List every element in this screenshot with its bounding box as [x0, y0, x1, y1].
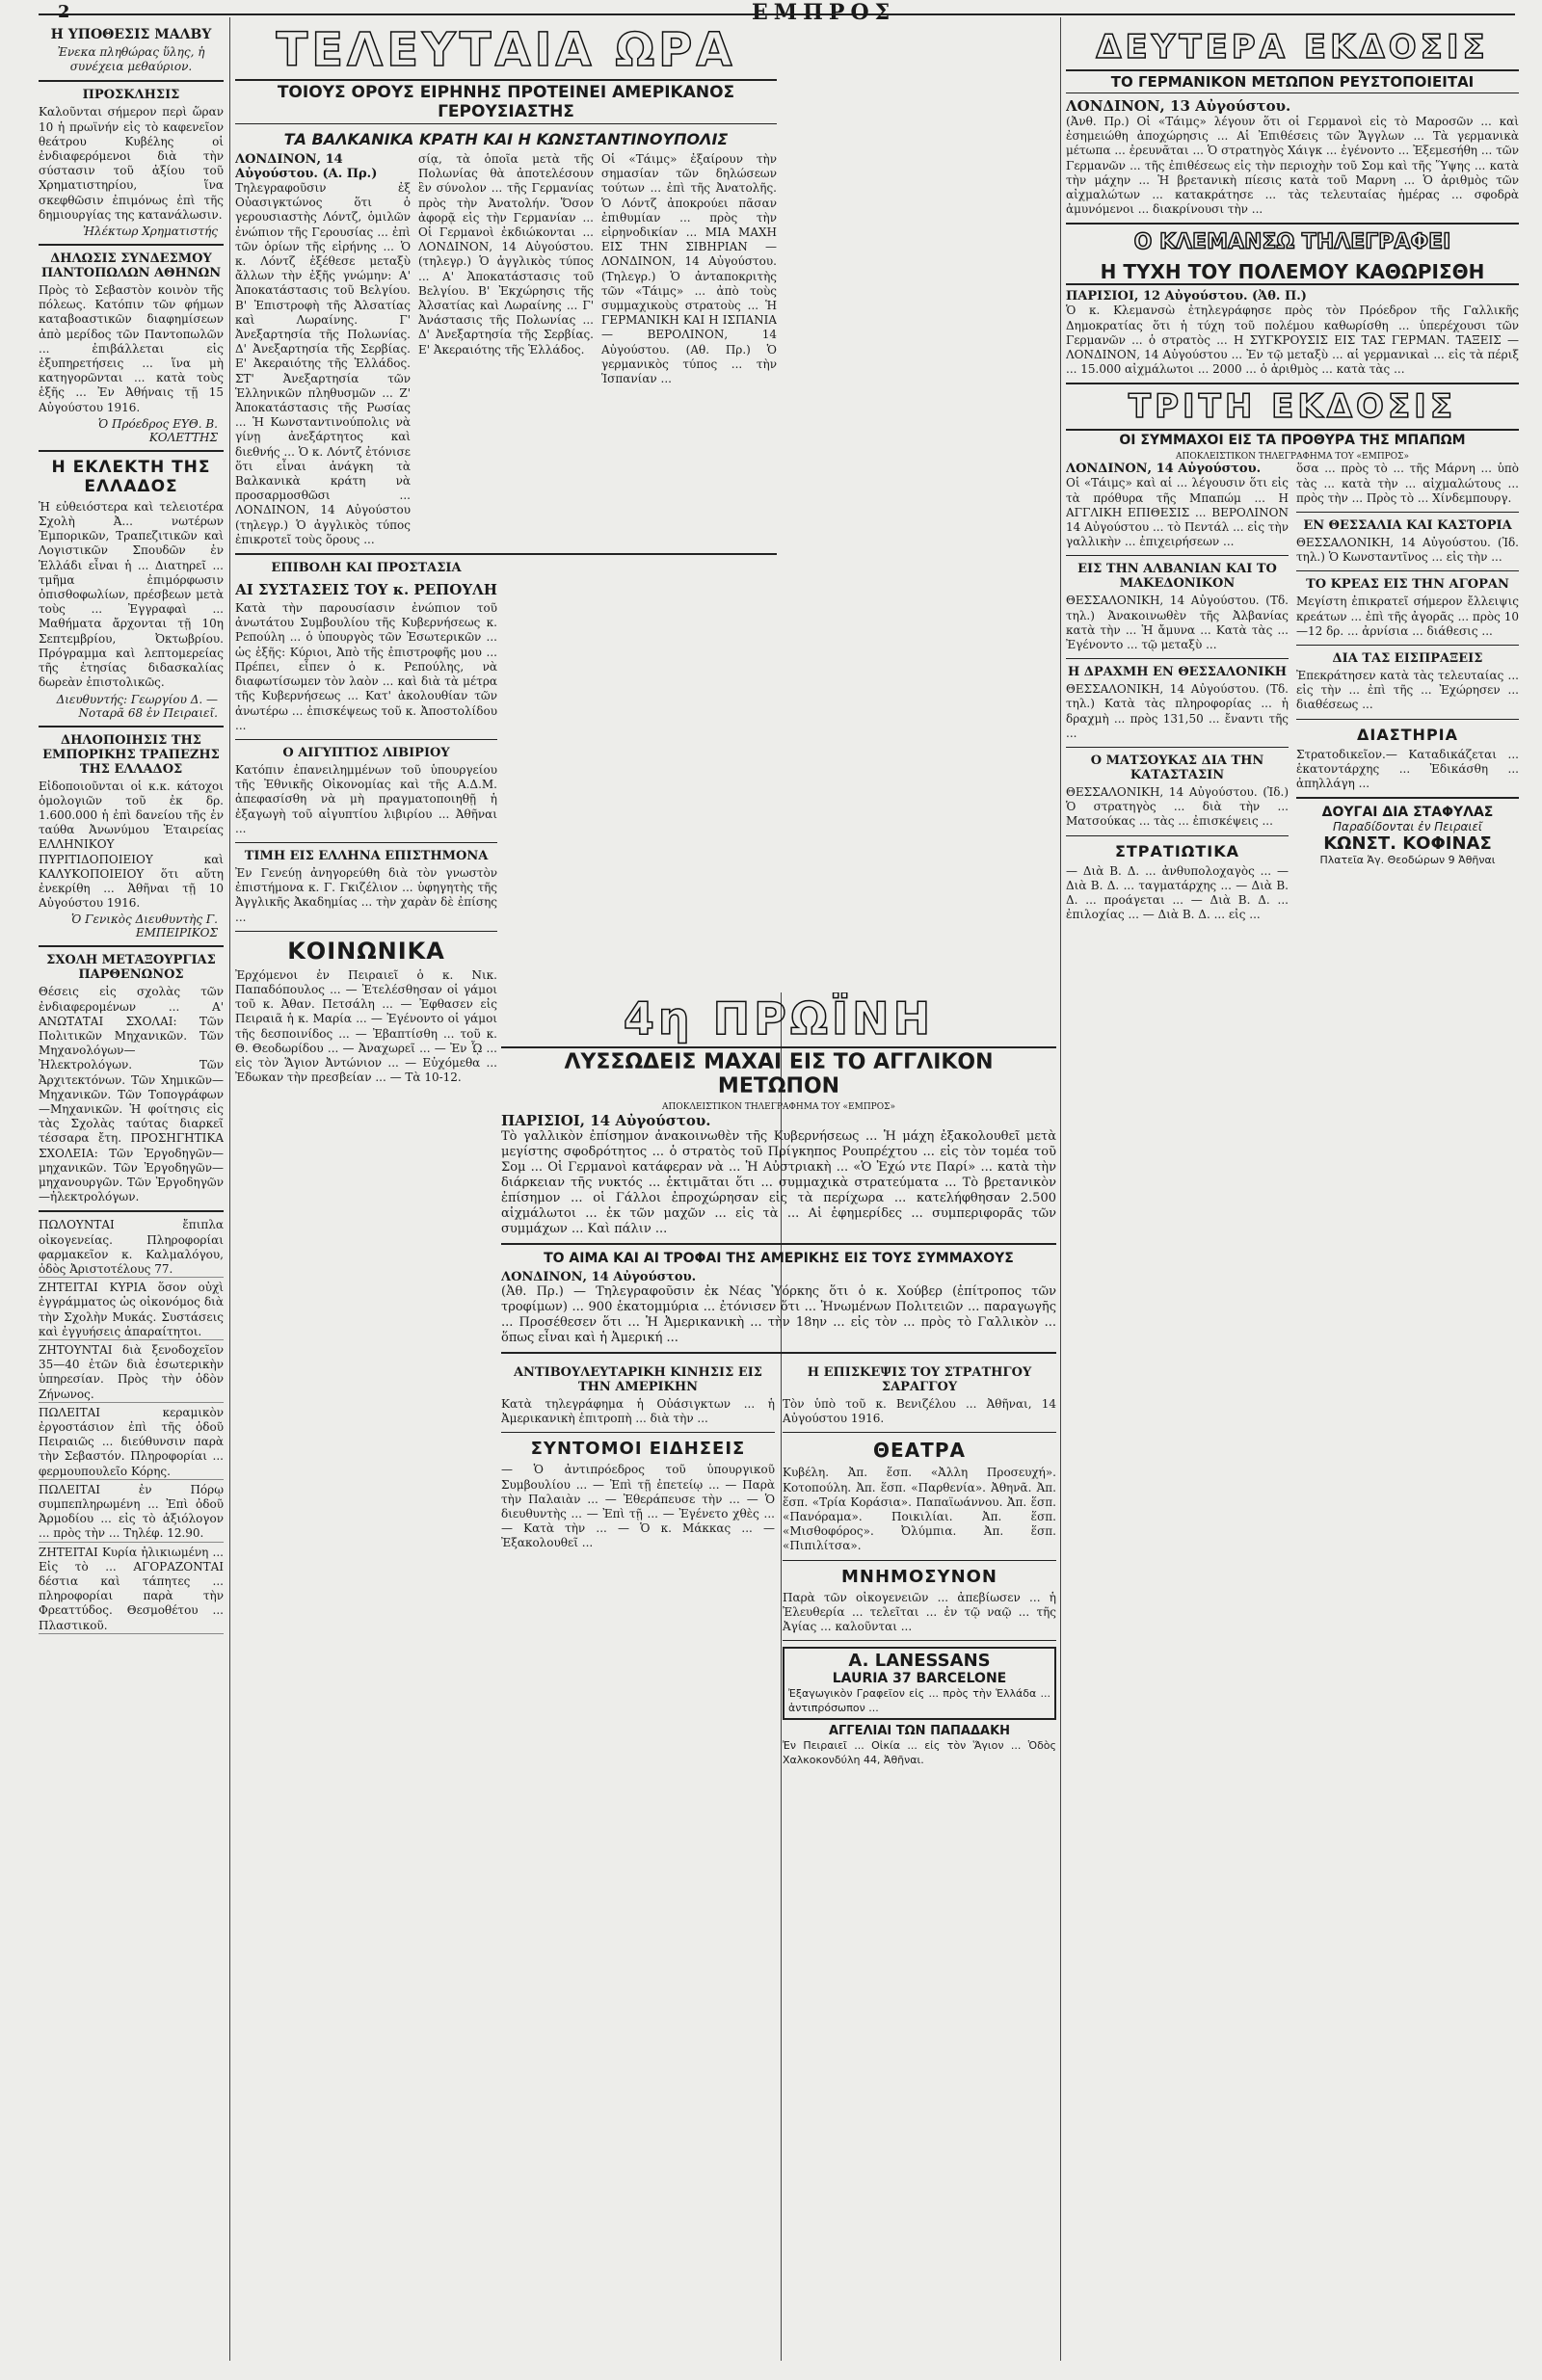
dateline: ΛΟΝΔΙΝΟΝ, 14 Αὐγούστου. [501, 1270, 697, 1284]
signature: Ὁ Πρόεδρος ΕΥΘ. Β. ΚΟΛΕΤΤΗΣ [97, 416, 218, 444]
divider [1066, 223, 1519, 225]
article-body: Κατὰ τηλεγράφημα ἡ Οὐάσιγκτων ... ἡ Ἀμερικανικὴ ἐπιτροπὴ ... διὰ τὴν ... [501, 1397, 775, 1426]
divider [235, 842, 497, 843]
article-body: ΘΕΣΣΑΛΟΝΙΚΗ, 14 Αὐγούστου. (Ἰδ. τηλ.) Ὁ Κωνσταντῖνος ... εἰς τὴν ... [1296, 536, 1519, 565]
military-news-title: ΣΤΡΑΤΙΩΤΙΚΑ [1114, 841, 1240, 860]
dateline: ΠΑΡΙΣΙΟΙ, 12 Αὐγούστου. (Ἀθ. Π.) [1066, 289, 1307, 304]
classified-ad: ΖΗΤΟΥΝΤΑΙ διὰ ξενοδοχεῖον 35—40 ἐτῶν διὰ ἐσωτερικὴν ὑπηρεσίαν. Πρὸς τὴν ὁδὸν Ζήνωνος. [39, 1343, 224, 1403]
article-body: ΘΕΣΣΑΛΟΝΙΚΗ, 14 Αὐγούστου. (Τδ. τηλ.) Ἀνακοινωθὲν τῆς Ἀλβανίας κατὰ τὴν ... Ἡ ἄμυνα ... Κατὰ τὰς ... Ἐγένοντο ... τῷ μεταξὺ ... [1066, 594, 1289, 652]
article-body: Θέσεις εἰς σχολὰς τῶν ἐνδιαφερομένων ... Α' ΑΝΩΤΑΤΑΙ ΣΧΟΛΑΙ: Τῶν Πολιτικῶν Μηχανικῶν. Τῶν Μηχανολόγων—Ἠλεκτρολόγων. Τῶν Ἀρχιτεκτόνων. Τῶν Χημικῶν—Μηχανικῶν. Τῶν Τοπογράφων—Μηχανικῶν. Ἡ φοίτησις εἰς τὰς Σχολὰς ταύτας διαρκεῖ τέσσαρα ἔτη. ΠΡΟΣΗΓΗΤΙΚΑ ΣΧΟΛΕΙΑ: Τῶν Ἐργοδηγῶν—μηχανικῶν. Τῶν Ἐργοδηγῶν—μηχανουργῶν. Τῶν Ἐργοδηγῶν—ἠλεκτρολόγων. [39, 985, 224, 1204]
papadakis-ad [783, 1724, 1056, 1767]
dateline: ΠΑΡΙΣΙΟΙ, 14 Αὐγούστου. [501, 1112, 711, 1129]
divider [783, 1432, 1056, 1433]
article-body: Μεγίστη ἐπικρατεῖ σήμερον ἔλλειψις κρεάτων ... ἐπὶ τῆς ἀγορᾶς ... πρὸς 10—12 δρ. ... ἀρνίσια ... διάθεσις ... [1296, 595, 1519, 638]
article-body: Ὁ κ. Κλεμανσὼ ἐτηλεγράφησε πρὸς τὸν Πρόεδρον τῆς Γαλλικῆς Δημοκρατίας ὅτι ἡ τύχη τοῦ πολέμου καθωρίσθη ... ὑπερέχουσι τῶν Γερμανῶν ... ὁ στρατὸς ... Η ΣΥΓΚΡΟΥΣΙΣ ΕΙΣ ΤΑΣ ΓΕΡΜΑΝ. ΤΑΞΕΙΣ — ΛΟΝΔΙΝΟΝ, 14 Αὐγούστου ... Ἐν τῷ μεταξὺ ... αἱ γερμανικαὶ ... εἰς τὰ πέριξ ... 15.000 αἰχμάλωτοι ... 2000 ... ὁ ἀριθμὸς ... κατὰ τὰς ... [1066, 304, 1519, 377]
exclusive-telegram-label: ΑΠΟΚΛΕΙΣΤΙΚΟΝ ΤΗΛΕΓΡΑΦΗΜΑ ΤΟΥ «ΕΜΠΡΟΣ» [662, 1102, 895, 1112]
section-heading: Ο ΜΑΤΣΟΥΚΑΣ ΔΙΑ ΤΗΝ ΚΑΤΑΣΤΑΣΙΝ [1090, 754, 1264, 783]
section-heading: ΕΠΙΒΟΛΗ ΚΑΙ ΠΡΟΣΤΑΣΙΑ [271, 561, 462, 576]
courts-title: ΔΙΑΣΤΗΡΙΑ [1356, 725, 1458, 744]
headline-bapaume: ΟΙ ΣΥΜΜΑΧΟΙ ΕΙΣ ΤΑ ΠΡΟΘΥΡΑ ΤΗΣ ΜΠΑΠΩΜ [1066, 429, 1519, 448]
school-ad-title: Η ΕΚΛΕΚΤΗ ΤΗΣ ΕΛΛΑΔΟΣ [51, 457, 211, 496]
section-heading: ΔΗΛΟΠΟΙΗΣΙΣ ΤΗΣ ΕΜΠΟΡΙΚΗΣ ΤΡΑΠΕΖΗΣ ΤΗΣ ΕΛΛΑΔΟΣ [42, 732, 220, 777]
divider [39, 244, 224, 246]
classified-ad: ΠΩΛΕΙΤΑΙ κεραμικὸν ἐργοστάσιον ἐπὶ τῆς ὁδοῦ Πειραιῶς ... διεύθυνσιν παρὰ τὴν Σεβαστόν. Πληροφορίαι ... φερμουπουλεῖο Κόρης. [39, 1406, 224, 1480]
classified-ad: ΠΩΛΟΥΝΤΑΙ ἔπιπλα οἰκογενείας. Πληροφορίαι φαρμακεῖον κ. Καλμαλόγου, ὁδὸς Ἀριστοτέλους 77. [39, 1218, 224, 1278]
divider [1296, 570, 1519, 571]
divider [1296, 797, 1519, 799]
classified-ad: ΖΗΤΕΙΤΑΙ ΚΥΡΙΑ ὅσον οὐχὶ ἐγγράμματος ὡς οἰκονόμος διὰ τὴν Σχολὴν Μυκάς. Συστάσεις καὶ ἐγγυήσεις ἀπαραίτητοι. [39, 1281, 224, 1340]
headline-peace-terms: ΤΟΙΟΥΣ ΟΡΟΥΣ ΕΙΡΗΝΗΣ ΠΡΟΤΕΙΝΕΙ ΑΜΕΡΙΚΑΝΟΣ ΓΕΡΟΥΣΙΑΣΤΗΣ [235, 79, 777, 124]
article-note: Ἐνεκα πληθώρας ὕλης, ἡ συνέχεια μεθαύριον. [57, 45, 205, 74]
section-heading: Η ΕΠΙΣΚΕΨΙΣ ΤΟΥ ΣΤΡΑΤΗΓΟΥ ΣΑΡΑΓΓΟΥ [807, 1365, 1032, 1394]
article-body: Οἱ «Τάιμς» καὶ αἱ ... λέγουσιν ὅτι εἰς τὰ πρόθυρα τῆς Μπαπώμ ... Η ΑΓΓΛΙΚΗ ΕΠΙΘΕΣΙΣ ... ΒΕΡΟΛΙΝΟΝ 14 Αὐγούστου ... τὸ Πεντάλ ... εἰς τὴν γαλλικὴν ... ἐπιχειρήσεων ... [1066, 476, 1289, 549]
article-body: Τὸ γαλλικὸν ἐπίσημον ἀνακοινωθὲν τῆς Κυβερνήσεως ... Ἡ μάχη ἐξακολουθεῖ μετὰ μεγίστης σφοδρότητος ... ὁ στρατὸς τοῦ Πρίγκηπος Ρουπρέχτου ... εἰς τὸν τομέα τοῦ Σομ ... Οἱ Γερμανοὶ κατάφεραν νὰ ... Ἡ Αὐστριακὴ ... «Ὁ Ἐχώ ντε Παρί» ... κατὰ τὴν διάρκειαν τῆς νυκτός ... ἐκτιμᾶται ὅτι ... συμμαχικὰ στρατεύματα ... Τὸ βρετανικὸν ἐπίσημον ... οἱ Γάλλοι ἐπροχώρησαν εἰς τὰ περίχωρα ... κατελήφθησαν 2.500 αἰχμάλωτοι ... ἐκ τῶν μαχῶν ... εἰς τὰ ... Αἱ ἐφημερίδες ... συμπεριφορᾶς τῶν συμμάχων ... Καὶ πάλιν ... [501, 1129, 1056, 1236]
section-heading: ΕΙΣ ΤΗΝ ΑΛΒΑΝΙΑΝ ΚΑΙ ΤΟ ΜΑΚΕΔΟΝΙΚΟΝ [1077, 562, 1277, 592]
ad-title: ΑΓΓΕΛΙΑΙ ΤΩΝ ΠΑΠΑΔΑΚΗ [828, 1723, 1011, 1738]
section-heading: ΔΙΑ ΤΑΣ ΕΙΣΠΡΑΞΕΙΣ [1332, 651, 1483, 667]
column-right [1066, 17, 1519, 2361]
divider [235, 739, 497, 740]
article-title: Η ΥΠΟΘΕΣΙΣ ΜΑΛΒΥ [50, 27, 212, 42]
ad-body: Ἐν Πειραιεῖ ... Οἰκία ... εἰς τὸν Ἅγιον ... Ὁδὸς Χαλκοκονδύλη 44, Ἀθῆναι. [783, 1738, 1056, 1766]
ad-title: ΔΟΥΓΑΙ ΔΙΑ ΣΤΑΦΥΛΑΣ [1321, 805, 1494, 821]
section-heading: ΠΡΟΣΚΛΗΣΙΣ [82, 88, 180, 103]
second-edition-title: ΔΕΥΤΕΡΑ ΕΚΔΟΣΙΣ [1096, 28, 1489, 66]
divider [1296, 512, 1519, 513]
divider [1066, 658, 1289, 659]
divider [235, 553, 777, 555]
classified-ads [39, 1218, 224, 1633]
article-body: Ἐρχόμενοι ἐν Πειραιεῖ ὁ κ. Νικ. Παπαδόπουλος ... — Ἐτελέσθησαν οἱ γάμοι τοῦ κ. Ἀθαν. Πετσάλη ... — Ἐφθασεν εἰς Πειραιᾶ ἡ κ. Μαρία ... — Ἐγένοντο οἱ γάμοι τῆς δεσποινίδος ... — Ἐβαπτίσθη ... τοῦ κ. Θ. Θεοδωρίδου ... — Ἀναχωρεῖ ... — Ἐν ᾯ ... εἰς τὸν Ἅγιον Ἀντώνιον ... — Εὐχόμεθα ... Ἐδωκαν τὴν πρεσβείαν ... — Τὰ 10-12. [235, 967, 497, 1085]
lanessans-ad [783, 1647, 1056, 1719]
section-heading: ΣΥΝΤΟΜΟΙ ΕΙΔΗΣΕΙΣ [530, 1439, 746, 1460]
divider [39, 80, 224, 82]
section-heading: Ο ΑΙΓΥΠΤΙΟΣ ΛΙΒΙΡΙΟΥ [282, 745, 450, 760]
masthead: ΕΜΠΡΟΣ [752, 0, 896, 25]
article-columns [235, 152, 777, 547]
headline-american-aid: ΤΟ ΑΙΜΑ ΚΑΙ ΑΙ ΤΡΟΦΑΙ ΤΗΣ ΑΜΕΡΙΚΗΣ ΕΙΣ ΤΟΥΣ ΣΥΜΜΑΧΟΥΣ [544, 1251, 1014, 1266]
ad-name: ΚΩΝΣΤ. ΚΟΦΙΝΑΣ [1323, 833, 1492, 855]
headline-english-front: ΛΥΣΣΩΔΕΙΣ ΜΑΧΑΙ ΕΙΣ ΤΟ ΑΓΓΛΙΚΟΝ ΜΕΤΩΠΟΝ [501, 1046, 1056, 1098]
article-body: (Ἀνθ. Πρ.) Οἱ «Τάιμς» λέγουν ὅτι οἱ Γερμανοὶ εἰς τὸ Μαροσῶν ... καὶ ἐσημειώθη ἀποχώρησις ... Αἱ Ἐπιθέσεις τῶν Ἄγγλων ... Τὰ γερμανικὰ μέτωπα ... ἐρευνᾶται ... Ὁ στρατηγὸς Χάιγκ ... ἐγένοντο ... Ἐξεμεσήθη ... τῶν Γερμανῶν ... τῆς ἐπιθέσεως εἰς τὴν περιοχὴν τοῦ Σομ καὶ τῆς Ὕψης ... κατὰ τὴν μάχην ... Ἡ βρετανικὴ πίεσις κατὰ τοῦ Μαρνη ... Ὁ ἀριθμὸς τῶν αἰχμαλώτων ... κατακράτησε ... τὰς τελευταίας ἡμέρας ... σφοδρὰ ἀμυνόμενοι ... διακρίνουσι τὴν ... [1066, 115, 1519, 217]
signature: Διευθυντής: Γεωργίου Δ. — Νοταρᾶ 68 ἐν Πειραιεῖ. [56, 692, 218, 720]
theatres-title: ΘΕΑΤΡΑ [873, 1439, 966, 1463]
divider [1066, 835, 1289, 836]
divider [235, 931, 497, 932]
third-edition-title: ΤΡΙΤΗ ΕΚΔΟΣΙΣ [1128, 387, 1457, 427]
classified-ad: ΖΗΤΕΙΤΑΙ Κυρία ἠλικιωμένη ... Εἰς τὸ ... ΑΓΟΡΑΖΟΝΤΑΙ δέστια καὶ τάπητες ... πληροφορίαι παρὰ τὴν Φρεαττύδος. Θεσμοθέτου ... Πλαστικοῦ. [39, 1546, 224, 1634]
dateline: ΛΟΝΔΙΝΟΝ, 14 Αὐγούστου. (Α. Πρ.) [235, 152, 378, 181]
section-heading: ΕΝ ΘΕΣΣΑΛΙΑ ΚΑΙ ΚΑΣΤΟΡΙΑ [1303, 518, 1512, 534]
divider [501, 1432, 775, 1433]
divider [783, 1560, 1056, 1561]
divider [39, 450, 224, 452]
ad-address: Πλατεῖα Ἁγ. Θεοδώρων 9 Ἀθῆναι [1319, 854, 1496, 867]
headline-war-fate: Η ΤΥΧΗ ΤΟΥ ΠΟΛΕΜΟΥ ΚΑΘΩΡΙΣΘΗ [1066, 260, 1519, 285]
dateline: ΛΟΝΔΙΝΟΝ, 13 Αὐγούστου. [1066, 97, 1291, 115]
column-rule [229, 17, 230, 2361]
article-body: Παρὰ τῶν οἰκογενειῶν ... ἀπεβίωσεν ... ἡ Ἐλευθερία ... τελεῖται ... ἐν τῷ ναῷ ... τῆς Ἀγίας ... καλοῦνται ... [783, 1590, 1056, 1634]
article-body: Ἐπεκράτησεν κατὰ τὰς τελευταίας ... εἰς τὴν ... ἐπὶ τῆς ... Ἐχώρησεν ... διαθέσεως ... [1296, 669, 1519, 712]
divider [39, 945, 224, 947]
divider [39, 726, 224, 727]
section-subheading: ΑΙ ΣΥΣΤΑΣΕΙΣ ΤΟΥ κ. ΡΕΠΟΥΛΗ [235, 581, 497, 599]
clemenceau-title: Ο ΚΛΕΜΑΝΣΩ ΤΗΛΕΓΡΑΦΕΙ [1133, 230, 1451, 255]
divider [1066, 747, 1289, 748]
divider [501, 1243, 1056, 1245]
kofinas-ad [1296, 805, 1519, 866]
exclusive-telegram-label: ΑΠΟΚΛΕΙΣΤΙΚΟΝ ΤΗΛΕΓΡΑΦΗΜΑ ΤΟΥ «ΕΜΠΡΟΣ» [1176, 452, 1409, 463]
ad-title: A. LANESSANS [848, 1651, 991, 1672]
article-body: Πρὸς τὸ Σεβαστὸν κοινὸν τῆς πόλεως. Κατόπιν τῶν φήμων καταβοαστικῶν διαφημίσεων ἀπὸ μερίδος τῶν Παντοπωλῶν ... ἐπιβάλλεται εἰς ἐξυπηρετήσεις ... ἵνα μὴ κατηγορῶνται ... κατὰ τοὺς ἑξῆς ... Ἐν Ἀθήναις τῇ 15 Αὐγούστου 1916. [39, 283, 224, 414]
fourth-edition-title: 4η ΠΡΩΪΝΗ [623, 992, 935, 1045]
section-heading: ΤΟ ΚΡΕΑΣ ΕΙΣ ΤΗΝ ΑΓΟΡΑΝ [1306, 577, 1509, 593]
ad-line: Παραδίδονται ἐν Πειραιεῖ [1333, 820, 1482, 834]
dateline: ΛΟΝΔΙΝΟΝ, 14 Αὐγούστου. [1066, 462, 1262, 477]
classified-ad: ΠΩΛΕΙΤΑΙ ἐν Πόρῳ συμπεπληρωμένη ... Ἐπὶ ὀδοῦ Ἀρμοδίου ... εἰς τὸ ἀξιόλογον ... πρὸς τὴν ... Τηλέφ. 12.90. [39, 1483, 224, 1543]
article-body: Κατόπιν ἐπανειλημμένων τοῦ ὑπουργείου τῆς Ἐθνικῆς Οἰκονομίας καὶ τῆς Α.Δ.Μ. ἀπεφασίσθη νὰ μὴ πραγματοποιηθῇ ἡ ἐξαγωγὴ τοῦ αἰγυπτίου λιβιρίου ... Ἀθῆναι ... [235, 762, 497, 835]
article-body: Κυβέλη. Ἀπ. ἕσπ. «Ἀλλη Προσευχή». Κοτοπούλη. Ἀπ. ἕσπ. «Παρθενία». Ἀθηνᾶ. Ἀπ. ἕσπ. «Τρία Κοράσια». Παπαϊωάννου. Ἀπ. ἕσπ. «Πανόραμα». Ποικιλίαι. Ἀπ. ἕσπ. «Μισθοφόρος». Ὀλύμπια. Ἀπ. ἕσπ. «Πιπιλίτσα». [783, 1466, 1056, 1553]
column-fourth-edition [501, 992, 1056, 2361]
divider [1296, 645, 1519, 646]
memorial-title: ΜΝΗΜΟΣΥΝΟΝ [840, 1566, 997, 1587]
divider [1066, 383, 1519, 384]
article-body: Εἰδοποιοῦνται οἱ κ.κ. κάτοχοι ὁμολογιῶν τοῦ ἐκ δρ. 1.600.000 ἡ ἐπὶ δανείου τῆς ἐν ταύθα Ἀνωνύμου Ἑταιρείας ΕΛΛΗΝΙΚΟΥ ΠΥΡΙΤΙΔΟΠΟΙΕΙΟΥ καὶ ΚΑΛΥΚΟΠΟΙΕΙΟΥ ὅτι αὕτη ἐνεκρίθη ... Ἀθῆναι τῇ 10 Αὐγούστου 1916. [39, 779, 224, 911]
article-body: Ἐν Γενεύῃ ἀνηγορεύθη διὰ τὸν γνωστὸν ἐπιστήμονα κ. Γ. Γκιζέλιον ... ὑφηγητὴς τῆς Ἀγγλικῆς Ἀκαδημίας ... τὴν χαρὰν δὲ ἐπίσης ... [235, 865, 497, 924]
article-body: ΘΕΣΣΑΛΟΝΙΚΗ, 14 Αὐγούστου. (Τδ. τηλ.) Κατὰ τὰς πληροφορίας ... ἡ δραχμὴ ... πρὸς 131,50 ... ἔναντι τῆς ... [1066, 682, 1289, 740]
section-heading: Η ΔΡΑΧΜΗ ΕΝ ΘΕΣΣΑΛΟΝΙΚΗ [1067, 665, 1288, 680]
last-hour-title: ΤΕΛΕΥΤΑΙΑ ΩΡΑ [276, 23, 736, 77]
section-heading: ΑΝΤΙΒΟΥΛΕΥΤΑΡΙΚΗ ΚΙΝΗΣΙΣ ΕΙΣ ΤΗΝ ΑΜΕΡΙΚΗΝ [513, 1365, 763, 1394]
article-body: Κατὰ τὴν παρουσίασιν ἐνώπιον τοῦ ἀνωτάτου Συμβουλίου τῆς Κυβερνήσεως κ. Ρεπούλη ... ὁ ὑπουργὸς τῶν Ἐσωτερικῶν ... ὡς ἑξῆς: Κύριοι, Ἀπὸ τῆς ἐπιστροφῆς μου ... Πρέπει, εἶπεν ὁ κ. Ρεπούλης, νὰ διαφωτίσωμεν τὸν λαὸν ... καὶ διὰ τὰ μέτρα τῆς Κυβερνήσεως ... Κατ' ἀκολουθίαν τῶν ἀνωτέρω ... ἐπισκέψεως τοῦ κ. Ἀποστολίδου ... [235, 601, 497, 732]
divider [1296, 719, 1519, 720]
section-heading: ΣΧΟΛΗ ΜΕΤΑΞΟΥΡΓΙΑΣ ΠΑΡΘΕΝΩΝΟΣ [46, 953, 216, 983]
article-body: Καλοῦνται σήμερον περὶ ὥραν 10 ἡ πρωϊνήν εἰς τὸ καφενεῖον θεάτρου Κυβέλης οἱ ἐνδιαφερόμενοι διὰ τὴν σύστασιν τοῦ ἀξίου τοῦ Χρηματιστηρίου, ἵνα σκεφθῶσιν ἐπιμόνως ἐπὶ τῆς δημιουργίας της κατανάλωσιν. [39, 105, 224, 222]
headline-german-front: ΤΟ ΓΕΡΜΑΝΙΚΟΝ ΜΕΤΩΠΟΝ ΡΕΥΣΤΟΠΟΙΕΙΤΑΙ [1066, 69, 1519, 93]
divider [783, 1640, 1056, 1641]
signature: Ἠλέκτωρ Χρηματιστής [83, 225, 218, 239]
page-number: 2 [58, 2, 70, 22]
section-heading: ΔΗΛΩΣΙΣ ΣΥΝΔΕΣΜΟΥ ΠΑΝΤΟΠΩΛΩΝ ΑΘΗΝΩΝ [40, 251, 222, 281]
article-body: ΘΕΣΣΑΛΟΝΙΚΗ, 14 Αὐγούστου. (Ἰδ.) Ὁ στρατηγὸς ... διὰ τὴν ... Ματσούκας ... τὰς ... ἐπισκέψεις ... [1066, 785, 1289, 829]
article-body: Οἱ «Τάιμς» ἐξαίρουν τὴν σημασίαν τῶν δηλώσεων τούτων ... ἐπὶ τῆς Ἀνατολῆς. Ὁ Λόντζ ἀποκρούει πᾶσαν ἐπιθυμίαν ... πρὸς τὴν εἰρηνοδικίαν ... ΜΙΑ ΜΑΧΗ ΕΙΣ ΤΗΝ ΣΙΒΗΡΙΑΝ — ΛΟΝΔΙΝΟΝ, 14 Αὐγούστου. (Τηλεγρ.) Ὁ ἀνταποκριτὴς τῶν «Τάιμς» ... ἀπὸ τοὺς συμμαχικοὺς στρατοὺς ... Ἡ ΓΕΡΜΑΝΙΚΗ ΚΑΙ Η ΙΣΠΑΝΙΑ — ΒΕΡΟΛΙΝΟΝ, 14 Αὐγούστου. (Αθ. Πρ.) Ὁ γερμανικὸς τύπος ... τὴν Ἱσπανίαν ... [601, 152, 777, 386]
article-body: Ἡ εὐθειόστερα καὶ τελειοτέρα Σχολὴ Ἀ... νωτέρων Ἐμπορικῶν, Τραπεζιτικῶν καὶ Λογιστικῶν Σπουδῶν ἐν Ἑλλάδι εἶναι ἡ ... Διατηρεῖ ... τμῆμα ἐπιμόρφωσιν ὀπισθοφωλίων, πρέσβεων μετὰ τοὺς ... Ἐγγραφαὶ ... Μαθήματα ἄρχονται τῇ 10η Σεπτεμβρίου, Ὀκτωβρίου. Πρόγραμμα καὶ λεπτομερείας τῆς ἐτησίας διδασκαλίας δωρεὰν ἐπιστολικῶς. [39, 499, 224, 690]
column-rule [1060, 17, 1061, 2361]
column-left [39, 17, 224, 2361]
ad-body: Ἐξαγωγικὸν Γραφεῖον εἰς ... πρὸς τὴν Ἑλλάδα ... ἀντιπρόσωπον ... [788, 1687, 1050, 1715]
article-body: Τηλεγραφοῦσιν ἐξ Οὐασιγκτώνος ὅτι ὁ γερουσιαστὴς Λόντζ, ὁμιλῶν ἐνώπιον τῆς Γερουσίας ... ἐπὶ τῶν ὁρίων τῆς εἰρήνης ... Ὁ κ. Λόντζ ἐξέθεσε μεταξὺ ἄλλων τὴν ἐξῆς γνώμην: Α' Ἀποκατάστασις τοῦ Βελγίου. Β' Ἐπιστροφὴ τῆς Ἀλσατίας καὶ Λωραίνης. Γ' Ἀνεξαρτησία τῆς Πολωνίας. Δ' Ἀνεξαρτησία τῆς Σερβίας. Ε' Ἀκεραιότης τῆς Ἑλλάδος. ΣΤ' Ἀνεξαρτησία τῶν Ἑλληνικῶν πληθυσμῶν ... Ζ' Ἀποκατάστασις τῆς Ρωσίας ... Ἡ Κωνσταντινούπολις νὰ γίνῃ ἀνεξάρτητος καὶ διεθνής ... Ὁ κ. Λόντζ ἐτόνισε ὅτι εἶναι ἀνάγκη τὰ Βαλκανικὰ κράτη νὰ προσαρμοσθῶσι ... ΛΟΝΔΙΝΟΝ, 14 Αὐγούστου (τηλεγρ.) Ὁ ἀγγλικὸς τύπος ἐπικροτεῖ τοὺς ὅρους ... [235, 181, 411, 546]
social-news-title: ΚΟΙΝΩΝΙΚΑ [287, 937, 445, 965]
section-heading: ΤΙΜΗ ΕΙΣ ΕΛΛΗΝΑ ΕΠΙΣΤΗΜΟΝΑ [244, 848, 489, 863]
article-body: — Ὁ ἀντιπρόεδρος τοῦ ὑπουργικοῦ Συμβουλίου ... — Ἐπὶ τῇ ἐπετείῳ ... — Παρὰ τὴν Παλαιὰν ... — Ἐθεράπευσε τὴν ... — Ὁ διευθυντὴς ... — Ἐπὶ τῇ ... — Ἐγένετο χθὲς ... — Κατὰ τὴν ... — Ὁ κ. Μάκκας ... — Ἐξακολουθεῖ ... [501, 1463, 775, 1550]
article-body: ὅσα ... πρὸς τὸ ... τῆς Μάρνη ... ὑπὸ τὰς ... κατὰ τὴν ... αἰχμαλώτους ... πρὸς τὴν ... Πρὸς τὸ ... Χίνδεμπουργ. [1296, 462, 1519, 505]
divider [1066, 555, 1289, 556]
article-body: (Ἀθ. Πρ.) — Τηλεγραφοῦσιν ἐκ Νέας Ὑόρκης ὅτι ὁ κ. Χούβερ (ἐπίτροπος τῶν τροφίμων) ... 900 ἑκατομμύρια ... ἐτόνισεν ὅτι ... Ἠνωμένων Πολιτειῶν ... παραγωγῆς ... Προσέθεσεν ὅτι ... Ἡ Ἀμερικανικὴ ... τὴν 18ην ... εἰς τὸν ... πρὸς τὸ Γαλλικὸν ... ὅπως εἶναι καὶ ἡ Ἀμερική ... [501, 1284, 1056, 1345]
article-body: — Διὰ Β. Δ. ... ἀνθυπολοχαγὸς ... — Διὰ Β. Δ. ... ταγματάρχης ... — Διὰ Β. Δ. ... προάγεται ... — Διὰ Β. Δ. ... ἐπιλοχίας ... — Διὰ Β. Δ. ... εἰς ... [1066, 863, 1289, 922]
headline-balkan: ΤΑ ΒΑΛΚΑΝΙΚΑ ΚΡΑΤΗ ΚΑΙ Η ΚΩΝΣΤΑΝΤΙΝΟΥΠΟΛΙΣ [283, 130, 729, 148]
article-body: σίᾳ, τὰ ὁποῖα μετὰ τῆς Πολωνίας θὰ ἀποτελέσουν ἓν σύνολον ... τῆς Γερμανίας πρὸς τὴν Ἀνατολήν. Ὅσον ἀφορᾷ εἰς τὴν Γερμανίαν ... Οἱ Γερμανοὶ ἐκδιώκονται ... ΛΟΝΔΙΝΟΝ, 14 Αὐγούστου. (τηλεγρ.) Ὁ ἀγγλικὸς τύπος ... Α' Ἀποκατάστασις τοῦ Βελγίου. Β' Ἐκχώρησις τῆς Ἀλσατίας καὶ Λωραίνης ... Γ' Ἀνάστασις τῆς Πολωνίας ... Δ' Ἀνεξαρτησία τῆς Σερβίας. Ε' Ἀκεραιότης τῆς Ἑλλάδος. [418, 152, 594, 357]
article-body: Τὸν ὑπὸ τοῦ κ. Βενιζέλου ... Ἀθῆναι, 14 Αὐγούστου 1916. [783, 1397, 1056, 1426]
article-body: Στρατοδικεῖον.— Καταδικάζεται ... ἑκατοντάρχης ... Ἐδικάσθη ... ἀπηλλάγη ... [1296, 747, 1519, 791]
divider [501, 1352, 1056, 1354]
ad-subtitle: LAURIA 37 BARCELONE [832, 1671, 1007, 1687]
signature: Ὁ Γενικὸς Διευθυντὴς Γ. ΕΜΠΕΙΡΙΚΟΣ [71, 912, 218, 940]
divider [39, 1210, 224, 1212]
